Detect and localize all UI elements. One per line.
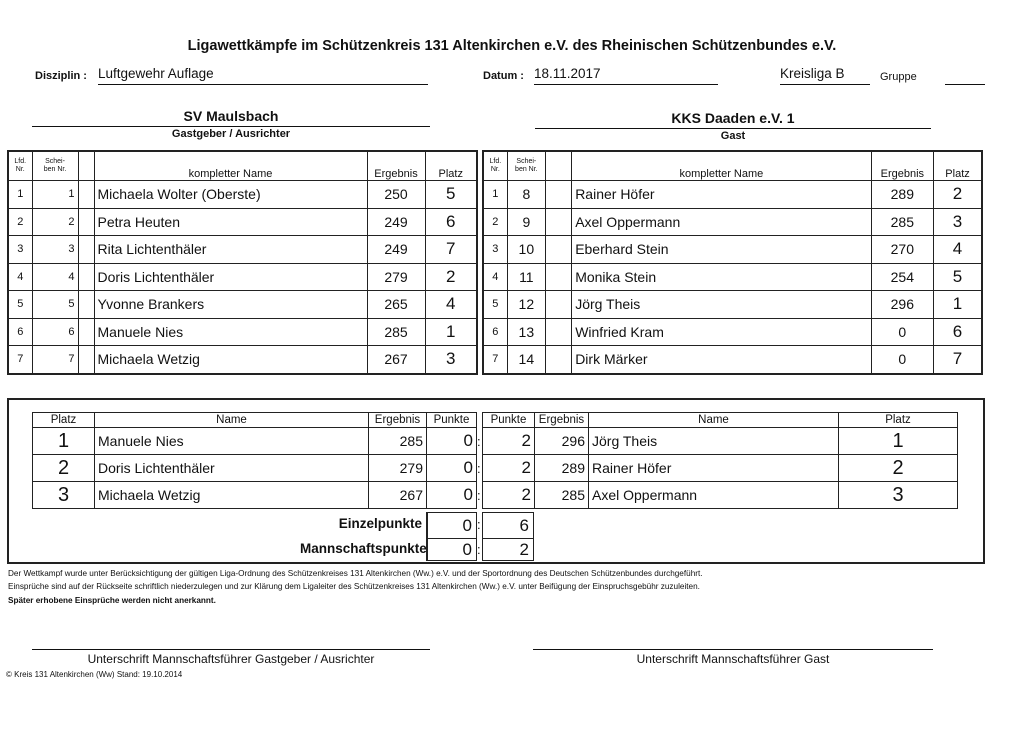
kreisliga-value: Kreisliga B [780,66,845,81]
table-cell: 1 [839,428,958,455]
res-col-name: Name [95,413,369,428]
table-cell: 3 [483,236,507,264]
table-cell: 3 [32,236,78,264]
gruppe-field[interactable] [945,66,985,85]
table-cell [78,181,94,209]
col-name: kompletter Name [572,151,871,181]
colon: : [477,434,481,449]
note-line-1: Der Wettkampf wurde unter Berücksichtigung der gültigen Liga-Ordnung des Schützenkreises 131 Altenkirchen (Ww.) e.V. und der Sportordnung des Deutschen Schützenbundes durchgeführt. [8,569,703,578]
platz-cell[interactable]: 6 [425,208,477,236]
ergebnis-cell[interactable]: 270 [871,236,934,264]
table-cell: 2 [8,208,32,236]
gruppe-label: Gruppe [880,71,917,83]
name-cell[interactable]: Doris Lichtenthäler [95,455,369,482]
col-platz: Platz [425,151,477,181]
table-cell: 8 [507,181,545,209]
table-row [483,291,982,319]
col-scheibe: Schei- ben Nr. [507,151,545,181]
page-title: Ligawettkämpfe im Schützenkreis 131 Altenkirchen e.V. des Rheinischen Schützenbundes e.V. [187,38,837,54]
col-ergebnis: Ergebnis [367,151,425,181]
name-cell[interactable]: Dirk Märker [572,346,871,374]
table-row [483,318,982,346]
table-cell: 3 [839,482,958,509]
table-cell [78,318,94,346]
punkte-cell[interactable]: 2 [483,428,535,455]
table-row [483,236,982,264]
einzelpunkte-label: Einzelpunkte [338,516,422,531]
table-cell: 13 [507,318,545,346]
ergebnis-cell[interactable]: 249 [367,208,425,236]
platz-cell[interactable]: 3 [425,346,477,374]
guest-team-name: KKS Daaden e.V. 1 [535,110,931,129]
table-cell: 3 [33,482,95,509]
platz-cell[interactable]: 5 [425,181,477,209]
platz-cell[interactable]: 3 [934,208,982,236]
disziplin-label: Disziplin : [35,70,87,82]
host-team-name: SV Maulsbach [32,108,430,127]
ergebnis-cell[interactable]: 285 [535,482,589,509]
name-cell[interactable]: Petra Heuten [94,208,367,236]
table-cell: 2 [33,455,95,482]
mannschaft-host[interactable]: 0 [426,538,477,561]
table-row [8,263,477,291]
table-cell [545,346,571,374]
table-cell: 12 [507,291,545,319]
col-platz: Platz [934,151,982,181]
name-cell[interactable]: Yvonne Brankers [94,291,367,319]
result-row [483,428,958,455]
table-cell [545,291,571,319]
platz-cell[interactable]: 4 [425,291,477,319]
res-col-platz: Platz [33,413,95,428]
datum-value: 18.11.2017 [534,66,601,81]
platz-cell[interactable]: 1 [934,291,982,319]
table-cell [545,208,571,236]
table-cell: 11 [507,263,545,291]
table-cell [78,208,94,236]
res-col-platz: Platz [839,413,958,428]
colon: : [477,517,481,532]
table-cell [545,236,571,264]
note-line-2: Einsprüche sind auf der Rückseite schriftlich niederzulegen und zur Klärung dem Ligaleiter des Schützenkreises 131 Altenkirchen (Ww.) e.V. unter Beifügung der Einspruchsgebühr zuzuleiten. [8,582,700,591]
table-cell [78,151,94,181]
datum-label: Datum : [483,70,524,82]
table-cell: 2 [32,208,78,236]
table-row [8,346,477,374]
punkte-cell[interactable]: 0 [427,455,477,482]
table-cell: 1 [8,181,32,209]
name-cell[interactable]: Michaela Wetzig [95,482,369,509]
table-row [483,208,982,236]
punkte-cell[interactable]: 2 [483,482,535,509]
ergebnis-cell[interactable]: 267 [367,346,425,374]
table-cell: 7 [32,346,78,374]
name-cell[interactable]: Axel Oppermann [589,482,839,509]
ergebnis-cell[interactable]: 0 [871,318,934,346]
col-scheibe: Schei- ben Nr. [32,151,78,181]
name-cell[interactable]: Manuele Nies [95,428,369,455]
ergebnis-cell[interactable]: 267 [369,482,427,509]
platz-cell[interactable]: 2 [425,263,477,291]
kreisliga-field[interactable] [780,66,870,85]
guest-signature-label: Unterschrift Mannschaftsführer Gast [636,652,830,666]
name-cell[interactable]: Axel Oppermann [572,208,871,236]
host-signature-line[interactable] [32,649,430,650]
table-cell [78,263,94,291]
footer-copyright: © Kreis 131 Altenkirchen (Ww) Stand: 19.10.2014 [6,670,183,679]
table-cell: 1 [483,181,507,209]
ergebnis-cell[interactable]: 265 [367,291,425,319]
table-row [8,291,477,319]
name-cell[interactable]: Rainer Höfer [589,455,839,482]
ergebnis-cell[interactable]: 296 [871,291,934,319]
table-cell: 10 [507,236,545,264]
table-row [483,263,982,291]
einzel-host[interactable]: 0 [426,512,477,539]
table-cell: 2 [839,455,958,482]
res-col-punkte: Punkte [483,413,535,428]
table-cell: 3 [8,236,32,264]
punkte-cell[interactable]: 0 [427,482,477,509]
ergebnis-cell[interactable]: 289 [535,455,589,482]
table-cell [545,318,571,346]
name-cell[interactable]: Doris Lichtenthäler [94,263,367,291]
ergebnis-cell[interactable]: 250 [367,181,425,209]
table-cell [545,181,571,209]
mannschaft-guest[interactable]: 2 [482,538,534,561]
platz-cell[interactable]: 6 [934,318,982,346]
ergebnis-cell[interactable]: 285 [871,208,934,236]
ergebnis-cell[interactable]: 289 [871,181,934,209]
ergebnis-cell[interactable]: 279 [369,455,427,482]
disziplin-field[interactable] [98,66,428,85]
guest-signature-line[interactable] [533,649,933,650]
punkte-cell[interactable]: 2 [483,455,535,482]
table-cell: 5 [32,291,78,319]
ergebnis-cell[interactable]: 279 [367,263,425,291]
name-cell[interactable]: Manuele Nies [94,318,367,346]
table-cell: 2 [483,208,507,236]
name-cell[interactable]: Winfried Kram [572,318,871,346]
table-row [8,208,477,236]
table-cell: 4 [483,263,507,291]
result-row [483,482,958,509]
table-cell: 1 [33,428,95,455]
table-cell [545,151,571,181]
table-cell [78,346,94,374]
platz-cell[interactable]: 5 [934,263,982,291]
table-cell: 1 [32,181,78,209]
col-lfd: Lfd. Nr. [483,151,507,181]
platz-cell[interactable]: 7 [934,346,982,374]
platz-cell[interactable]: 1 [425,318,477,346]
res-col-ergebnis: Ergebnis [535,413,589,428]
table-row [8,236,477,264]
platz-cell[interactable]: 4 [934,236,982,264]
ergebnis-cell[interactable]: 254 [871,263,934,291]
res-col-ergebnis: Ergebnis [369,413,427,428]
table-cell [545,263,571,291]
col-lfd: Lfd. Nr. [8,151,32,181]
table-cell: 6 [32,318,78,346]
table-cell: 6 [8,318,32,346]
guest-score-table [482,150,983,375]
result-row [33,455,477,482]
table-cell: 6 [483,318,507,346]
ergebnis-cell[interactable]: 0 [871,346,934,374]
result-row [33,428,477,455]
table-cell: 7 [8,346,32,374]
mannschaftspunkte-label: Mannschaftspunkte [300,541,427,556]
guest-team-role: Gast [720,130,746,142]
note-line-3: Später erhobene Einsprüche werden nicht anerkannt. [8,596,216,605]
table-cell: 9 [507,208,545,236]
name-cell[interactable]: Jörg Theis [589,428,839,455]
ergebnis-cell[interactable]: 285 [369,428,427,455]
table-cell: 5 [8,291,32,319]
host-team-role: Gastgeber / Ausrichter [171,128,291,140]
name-cell[interactable]: Monika Stein [572,263,871,291]
table-cell: 14 [507,346,545,374]
ergebnis-cell[interactable]: 296 [535,428,589,455]
datum-field[interactable] [534,66,718,85]
platz-cell[interactable]: 2 [934,181,982,209]
col-name: kompletter Name [94,151,367,181]
colon: : [477,461,481,476]
ergebnis-cell[interactable]: 249 [367,236,425,264]
name-cell[interactable]: Eberhard Stein [572,236,871,264]
res-col-punkte: Punkte [427,413,477,428]
colon: : [477,542,481,557]
ergebnis-cell[interactable]: 285 [367,318,425,346]
name-cell[interactable]: Michaela Wetzig [94,346,367,374]
res-col-name: Name [589,413,839,428]
host-results-table [32,412,477,509]
host-signature-label: Unterschrift Mannschaftsführer Gastgeber / Ausrichter [87,652,375,666]
name-cell[interactable]: Rita Lichtenthäler [94,236,367,264]
table-cell: 4 [32,263,78,291]
platz-cell[interactable]: 7 [425,236,477,264]
table-row [8,318,477,346]
table-row [8,181,477,209]
result-row [483,455,958,482]
table-cell [78,291,94,319]
punkte-cell[interactable]: 0 [427,428,477,455]
result-row [33,482,477,509]
table-row [483,346,982,374]
table-row [483,181,982,209]
name-cell[interactable]: Rainer Höfer [572,181,871,209]
table-cell: 7 [483,346,507,374]
name-cell[interactable]: Michaela Wolter (Oberste) [94,181,367,209]
colon: : [477,488,481,503]
disziplin-value: Luftgewehr Auflage [98,66,214,81]
host-score-table [7,150,478,375]
table-cell [78,236,94,264]
name-cell[interactable]: Jörg Theis [572,291,871,319]
einzel-guest[interactable]: 6 [482,512,534,539]
table-cell: 4 [8,263,32,291]
col-ergebnis: Ergebnis [871,151,934,181]
guest-results-table [482,412,958,509]
table-cell: 5 [483,291,507,319]
